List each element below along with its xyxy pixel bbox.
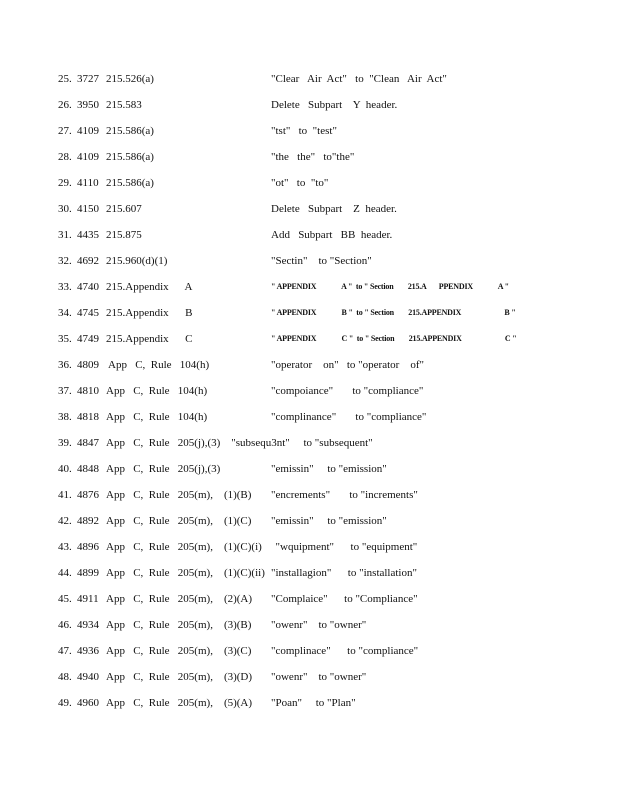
entry-line: 4740: [77, 281, 99, 293]
entry-number: 41.: [58, 489, 72, 501]
entry-row: [0, 616, 618, 634]
entry-line: 4150: [77, 203, 99, 215]
entry-section: App C, Rule 205(m), (1)(C)(ii): [106, 567, 265, 579]
entry-number: 38.: [58, 411, 72, 423]
entry-row: [0, 226, 618, 244]
entry-number: 29.: [58, 177, 72, 189]
entry-row: [0, 642, 618, 660]
entry-row: [0, 590, 618, 608]
entry-row: [0, 668, 618, 686]
entry-number: 31.: [58, 229, 72, 241]
entry-line: 4435: [77, 229, 99, 241]
entry-row: [0, 122, 618, 140]
entry-line: 4810: [77, 385, 99, 397]
entry-change: "compoiance" to "compliance": [271, 385, 424, 397]
entry-row: [0, 434, 618, 452]
entry-section: 215.586(a): [106, 151, 154, 163]
entry-number: 28.: [58, 151, 72, 163]
entry-number: 47.: [58, 645, 72, 657]
entry-change: "Clear Air Act" to "Clean Air Act": [271, 73, 447, 85]
entry-section: 215.875: [106, 229, 142, 241]
entry-row: [0, 356, 618, 374]
entry-change: "Poan" to "Plan": [271, 697, 356, 709]
entry-number: 25.: [58, 73, 72, 85]
entry-number: 34.: [58, 307, 72, 319]
entry-row: [0, 486, 618, 504]
entry-change: "Complaice" to "Compliance": [271, 593, 418, 605]
entry-row: [0, 70, 618, 88]
entry-change: " APPENDIX C " to " Section 215.APPENDIX C ": [271, 334, 517, 343]
entry-section: App C, Rule 205(j),(3): [106, 463, 221, 475]
entry-section: App C, Rule 205(m), (1)(C)(i) "wquipment" to "equipment": [106, 541, 418, 553]
entry-line: 4876: [77, 489, 99, 501]
entry-row: [0, 538, 618, 556]
entry-number: 44.: [58, 567, 72, 579]
entry-row: [0, 304, 618, 322]
entry-section: 215.960(d)(1): [106, 255, 168, 267]
entry-number: 42.: [58, 515, 72, 527]
entry-line: 3727: [77, 73, 99, 85]
entry-change: Add Subpart BB header.: [271, 229, 393, 241]
entry-section: App C, Rule 104(h): [106, 385, 208, 397]
entry-line: 4847: [77, 437, 99, 449]
entry-change: "owenr" to "owner": [271, 671, 367, 683]
entry-section: App C, Rule 104(h): [108, 359, 210, 371]
entry-line: 4960: [77, 697, 99, 709]
entry-section: App C, Rule 205(m), (3)(C): [106, 645, 252, 657]
entry-line: 3950: [77, 99, 99, 111]
entry-change: "ot" to "to": [271, 177, 329, 189]
entry-number: 30.: [58, 203, 72, 215]
entry-row: [0, 694, 618, 712]
entry-section: 215.607: [106, 203, 142, 215]
entry-section: App C, Rule 104(h): [106, 411, 208, 423]
entry-section: App C, Rule 205(j),(3) "subsequ3nt" to "subsequent": [106, 437, 373, 449]
entry-number: 32.: [58, 255, 72, 267]
entry-line: 4940: [77, 671, 99, 683]
entry-section: App C, Rule 205(m), (3)(D): [106, 671, 253, 683]
entry-row: [0, 174, 618, 192]
entry-change: "encrements" to "increments": [271, 489, 418, 501]
entry-section: 215.Appendix B: [106, 307, 193, 319]
entry-row: [0, 408, 618, 426]
entry-line: 4110: [77, 177, 99, 189]
entry-change: "complinance" to "compliance": [271, 411, 427, 423]
entry-number: 27.: [58, 125, 72, 137]
entry-number: 39.: [58, 437, 72, 449]
entry-number: 26.: [58, 99, 72, 111]
entry-line: 4109: [77, 125, 99, 137]
entry-number: 45.: [58, 593, 72, 605]
entry-row: [0, 200, 618, 218]
entry-section: App C, Rule 205(m), (1)(B): [106, 489, 252, 501]
entry-row: [0, 252, 618, 270]
entry-number: 43.: [58, 541, 72, 553]
entry-section: App C, Rule 205(m), (2)(A): [106, 593, 253, 605]
entry-section: 215.583: [106, 99, 142, 111]
entry-change: Delete Subpart Y header.: [271, 99, 398, 111]
entry-number: 35.: [58, 333, 72, 345]
entry-change: "emissin" to "emission": [271, 515, 387, 527]
entry-change: "owenr" to "owner": [271, 619, 367, 631]
entry-line: 4109: [77, 151, 99, 163]
entry-number: 46.: [58, 619, 72, 631]
entry-change: "operator on" to "operator of": [271, 359, 424, 371]
entry-line: 4745: [77, 307, 99, 319]
entry-section: 215.586(a): [106, 125, 154, 137]
entry-section: App C, Rule 205(m), (5)(A): [106, 697, 253, 709]
entry-row: [0, 278, 618, 296]
entry-line: 4809: [77, 359, 99, 371]
entry-number: 48.: [58, 671, 72, 683]
entry-line: 4892: [77, 515, 99, 527]
entry-section: App C, Rule 205(m), (1)(C): [106, 515, 252, 527]
entry-number: 40.: [58, 463, 72, 475]
entry-line: 4692: [77, 255, 99, 267]
entry-number: 37.: [58, 385, 72, 397]
entry-row: [0, 330, 618, 348]
entry-change: "the the" to"the": [271, 151, 355, 163]
entry-number: 33.: [58, 281, 72, 293]
entry-change: " APPENDIX B " to " Section 215.APPENDIX B ": [271, 308, 516, 317]
entry-row: [0, 460, 618, 478]
entry-change: "emissin" to "emission": [271, 463, 387, 475]
entry-change: Delete Subpart Z header.: [271, 203, 397, 215]
entry-number: 49.: [58, 697, 72, 709]
entry-number: 36.: [58, 359, 72, 371]
entry-line: 4896: [77, 541, 99, 553]
entry-section: 215.Appendix C: [106, 333, 193, 345]
entry-change: "Sectin" to "Section": [271, 255, 372, 267]
entry-section: 215.Appendix A: [106, 281, 193, 293]
entry-change: " APPENDIX A " to " Section 215.A PPENDIX A ": [271, 282, 509, 291]
entry-line: 4936: [77, 645, 99, 657]
entry-line: 4911: [77, 593, 99, 605]
entry-change: "tst" to "test": [271, 125, 337, 137]
entry-row: [0, 512, 618, 530]
entry-row: [0, 148, 618, 166]
entry-line: 4818: [77, 411, 99, 423]
entry-row: [0, 382, 618, 400]
entry-line: 4848: [77, 463, 99, 475]
entry-line: 4899: [77, 567, 99, 579]
entry-line: 4749: [77, 333, 99, 345]
entry-change: "complinace" to "compliance": [271, 645, 419, 657]
entry-line: 4934: [77, 619, 99, 631]
entry-section: 215.526(a): [106, 73, 154, 85]
entry-section: 215.586(a): [106, 177, 154, 189]
entry-change: "installagion" to "installation": [271, 567, 417, 579]
entry-row: [0, 96, 618, 114]
entry-row: [0, 564, 618, 582]
entry-section: App C, Rule 205(m), (3)(B): [106, 619, 252, 631]
